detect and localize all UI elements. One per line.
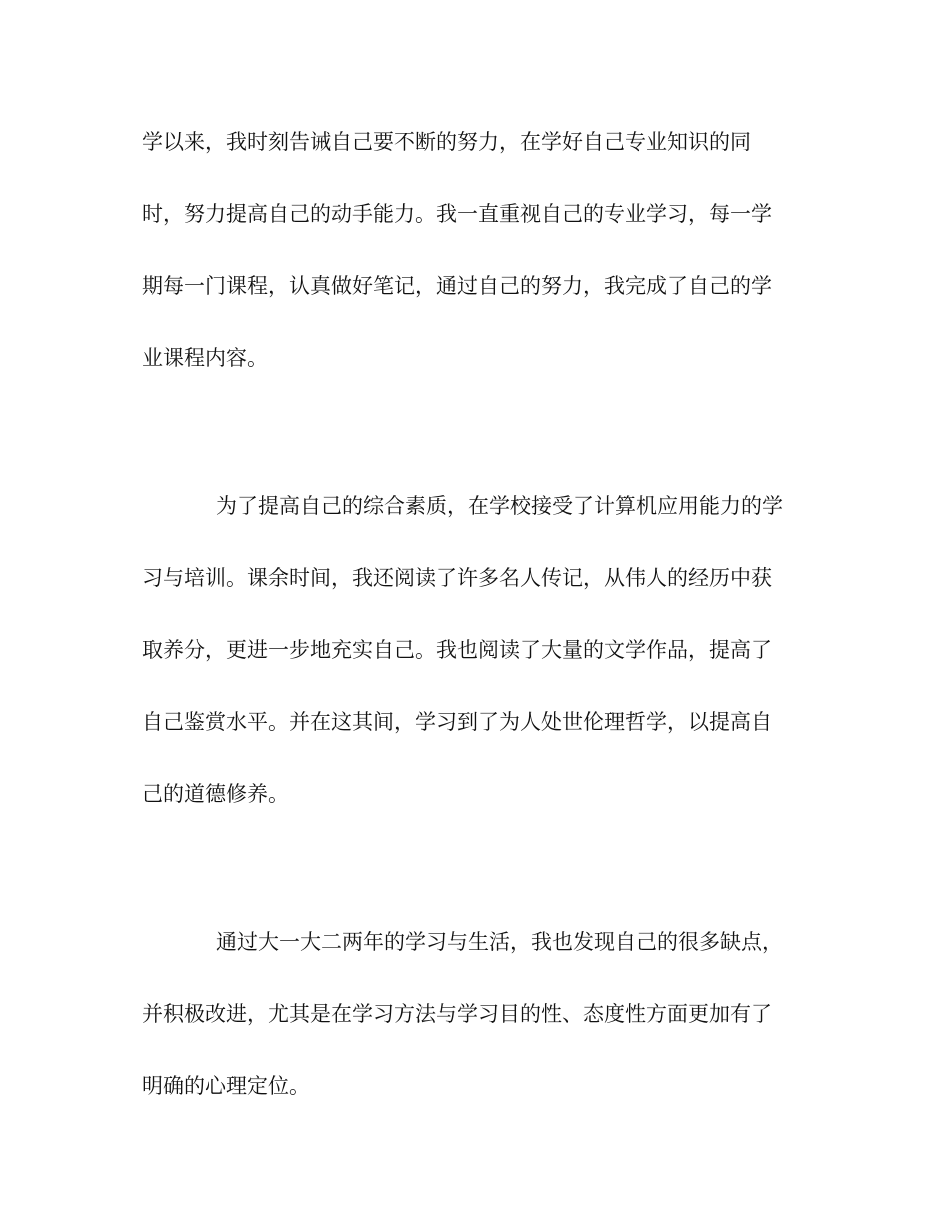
paragraph-1-line-1: 学以来，我时刻告诫自己要不断的努力，在学好自己专业知识的同 — [142, 130, 751, 154]
paragraph-2-line-2: 习与培训。课余时间，我还阅读了许多名人传记，从伟人的经历中获 — [142, 566, 772, 590]
paragraph-2-line-5: 己的道德修养。 — [142, 782, 289, 806]
paragraph-3-line-3: 明确的心理定位。 — [142, 1074, 310, 1098]
paragraph-2-line-3: 取养分，更进一步地充实自己。我也阅读了大量的文学作品，提高了 — [142, 638, 772, 662]
paragraph-1-line-3: 期每一门课程，认真做好笔记，通过自己的努力，我完成了自己的学 — [142, 274, 772, 298]
paragraph-1-line-4: 业课程内容。 — [142, 346, 268, 370]
paragraph-1-line-2: 时，努力提高自己的动手能力。我一直重视自己的专业学习，每一学 — [142, 202, 772, 226]
paragraph-3-line-2: 并积极改进，尤其是在学习方法与学习目的性、态度性方面更加有了 — [142, 1002, 772, 1026]
paragraph-3-line-1: 通过大一大二两年的学习与生活，我也发现自己的很多缺点， — [216, 930, 783, 954]
paragraph-2-line-1: 为了提高自己的综合素质，在学校接受了计算机应用能力的学 — [216, 494, 783, 518]
paragraph-2-line-4: 自己鉴赏水平。并在这其间，学习到了为人处世伦理哲学，以提高自 — [142, 710, 772, 734]
